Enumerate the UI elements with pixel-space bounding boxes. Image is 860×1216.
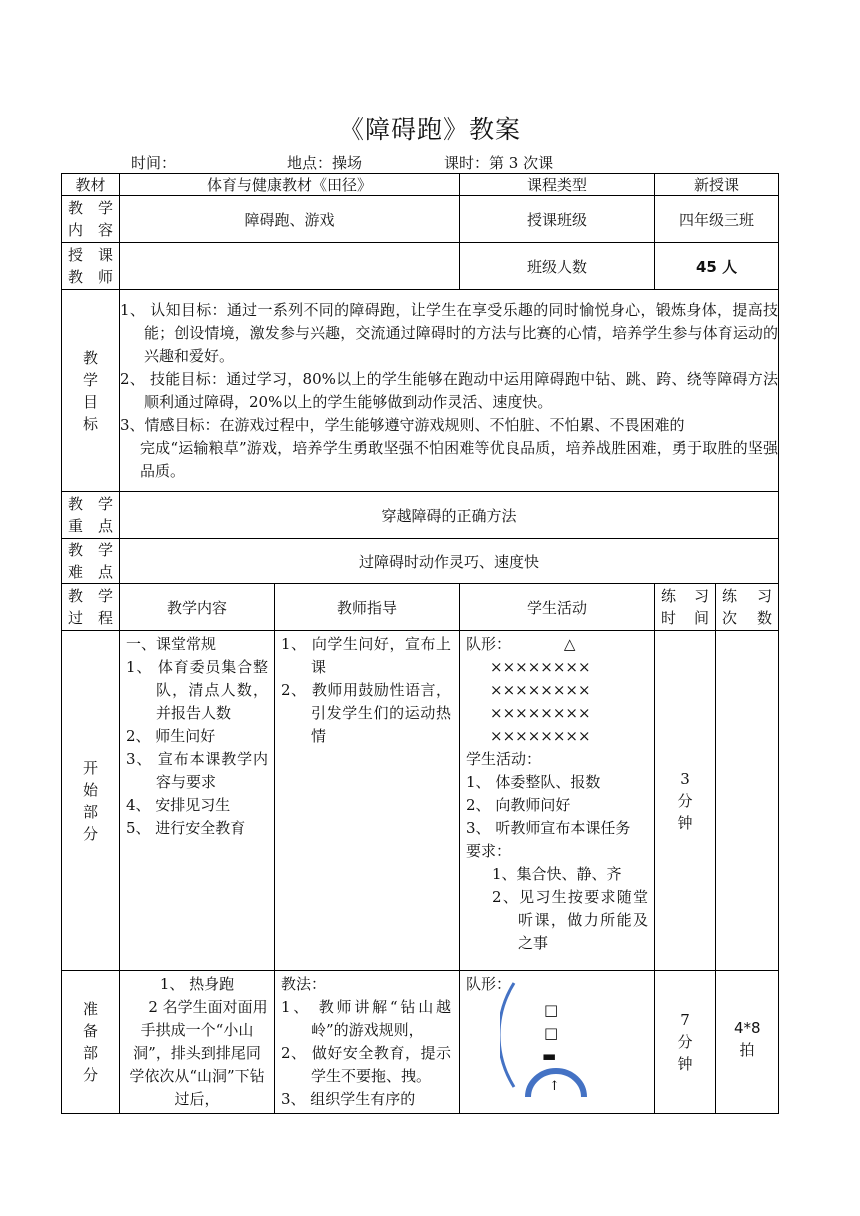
student-square-icon: □	[544, 1001, 559, 1019]
content-value: 障碍跑、游戏	[120, 196, 460, 243]
page-title: 《障碍跑》教案	[338, 115, 521, 144]
start-require-item-1: 1、集合快、静、齐	[492, 865, 622, 883]
material-label: 教材	[62, 174, 120, 196]
row-material	[62, 174, 779, 196]
header-content: 教学内容	[120, 584, 275, 631]
row-process-header	[62, 584, 779, 631]
row-key-point	[62, 492, 779, 539]
difficulty-label: 教 学 难 点	[68, 541, 113, 581]
prep-label: 准 备 部 分	[82, 1000, 98, 1084]
formation-row-4: ××××××××	[490, 727, 591, 745]
start-content-item-2: 2、 师生问好	[126, 727, 216, 745]
up-arrow-icon: ↑	[549, 1079, 560, 1094]
goal-skill: 2、 技能目标：通过学习，80%以上的学生能够在跑动中运用障碍跑中钻、跳、跨、绕等障碍方法顺利通过障碍，20%以上的学生能够做到动作灵活、速度快。	[120, 369, 779, 411]
goals-label: 教 学 目 标	[82, 348, 98, 433]
start-guide-item-1: 1、 向学生问好，宣布上课	[281, 635, 452, 676]
curved-path-icon	[500, 975, 620, 1100]
prep-guide-item-3: 3、 组织学生有序的	[281, 1090, 416, 1108]
key-label: 教 学 重 点	[68, 495, 113, 535]
goal-emotion: 3、情感目标：在游戏过程中，学生能够遵守游戏规则、不怕脏、不怕累、不畏困难的	[120, 415, 685, 434]
prep-time: 7 分 钟	[677, 1011, 693, 1073]
header-activity: 学生活动	[460, 584, 655, 631]
start-content-item-5: 5、 进行安全教育	[126, 819, 246, 837]
lesson-plan-table	[61, 173, 779, 1114]
header-guide: 教师指导	[275, 584, 460, 631]
start-label: 开 始 部 分	[82, 758, 98, 843]
class-value: 四年级三班	[655, 196, 779, 243]
course-type-label: 课程类型	[460, 174, 655, 196]
start-activity-title: 学生活动：	[466, 750, 542, 768]
start-content-item-1: 1、 体育委员集合整队，清点人数，并报告人数	[126, 658, 268, 722]
prep-guide-item-1: 1、 教师讲解“钻山越岭”的游戏规则，	[281, 998, 452, 1039]
start-activity-item-2: 2、 向教师问好	[466, 796, 571, 814]
teacher-bar-icon: ▬	[542, 1047, 557, 1065]
class-label: 授课班级	[460, 196, 655, 243]
prep-reps: 4*8 拍	[734, 1019, 761, 1059]
prep-guide-item-2: 2、 做好安全教育，提示学生不要拖、拽。	[281, 1044, 452, 1085]
place-label: 地点：操场	[287, 154, 363, 172]
count-label: 班级人数	[460, 243, 655, 290]
row-difficulty	[62, 539, 779, 584]
difficulty-value: 过障碍时动作灵巧、速度快	[120, 539, 779, 584]
teacher-label: 授 课 教 师	[68, 246, 113, 286]
header-time: 练 习 时 间	[661, 587, 710, 627]
period-label: 课时：第 3 次课	[444, 154, 554, 172]
header-reps: 练 习 次 数	[722, 587, 773, 627]
row-teacher	[62, 243, 779, 290]
start-guide-item-2: 2、 教师用鼓励性语言，引发学生们的运动热情	[281, 681, 452, 745]
row-content	[62, 196, 779, 243]
formation-row-2: ××××××××	[490, 681, 591, 699]
start-activity-item-3: 3、 听教师宣布本课任务	[466, 819, 631, 837]
row-start-part	[62, 631, 779, 971]
teacher-value	[120, 243, 460, 290]
start-require-item-2: 2、见习生按要求随堂听课，做力所能及之事	[492, 888, 649, 952]
prep-formation-label: 队形：	[466, 975, 512, 993]
prep-formation-diagram	[460, 971, 654, 1100]
formation-row-1: ××××××××	[490, 658, 591, 676]
start-content-item-4: 4、 安排见习生	[126, 796, 231, 814]
prep-content-line-2: 2 名学生面对面用手拱成一个“小山洞”，排头到排尾同学依次从“山洞”下钻过后，	[129, 998, 268, 1108]
start-require-title: 要求：	[466, 842, 512, 860]
prep-content-line-1: 1、 热身跑	[159, 975, 235, 993]
goal-cognitive: 1、 认知目标：通过一系列不同的障碍跑，让学生在享受乐趣的同时愉悦身心，锻炼身体，提高技能；创设情境，激发参与兴趣，交流通过障碍时的方法与比赛的心情，培养学生参与体育运动的兴趣和爱好。	[120, 300, 779, 365]
start-content-item-3: 3、 宣布本课教学内容与要求	[126, 750, 268, 791]
goal-emotion-cont: 完成“运输粮草”游戏，培养学生勇敢坚强不怕困难等优良品质，培养战胜困难，勇于取胜的坚强品质。	[140, 438, 779, 480]
count-value: 45 人	[655, 243, 779, 290]
formation-row-3: ××××××××	[490, 704, 591, 722]
row-goals	[62, 290, 779, 492]
course-type-value: 新授课	[655, 174, 779, 196]
row-prep-part	[62, 971, 779, 1114]
time-label: 时间：	[131, 154, 177, 172]
material-value: 体育与健康教材《田径》	[120, 174, 460, 196]
start-activity-item-1: 1、 体委整队、报数	[466, 773, 601, 791]
process-label: 教 学 过 程	[68, 587, 113, 627]
student-square-icon: □	[544, 1024, 559, 1042]
key-value: 穿越障碍的正确方法	[120, 492, 779, 539]
content-label: 教 学 内 容	[68, 199, 113, 239]
start-formation-label: 队形：	[466, 635, 512, 653]
teacher-triangle-icon: △	[563, 635, 576, 653]
start-time: 3 分 钟	[677, 769, 693, 832]
start-content-title: 一、课堂常规	[126, 635, 217, 653]
prep-guide-title: 教法：	[281, 975, 327, 993]
